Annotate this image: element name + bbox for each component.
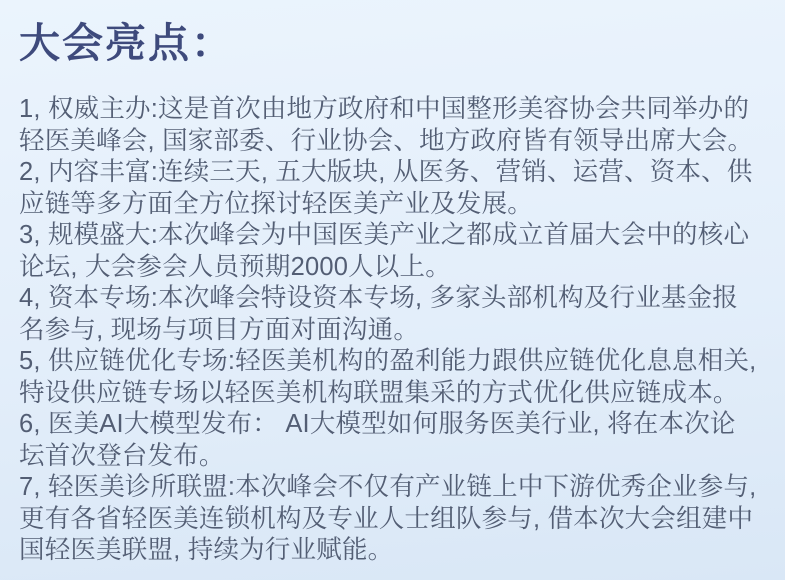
highlights-list xyxy=(19,94,761,567)
page-title: 大会亮点： xyxy=(19,20,234,66)
highlight-item-1: 1, 权威主办:这是首次由地方政府和中国整形美容协会共同举办的轻医美峰会, 国家部委、行业协会、地方政府皆有领导出席大会。 xyxy=(19,95,754,155)
highlight-item-5: 5, 供应链优化专场:轻医美机构的盈利能力跟供应链优化息息相关, 特设供应链专场以轻医美机构联盟集采的方式优化供应链成本。 xyxy=(19,347,757,407)
highlight-item-7: 7, 轻医美诊所联盟:本次峰会不仅有产业链上中下游优秀企业参与, 更有各省轻医美连锁机构及专业人士组队参与, 借本次大会组建中国轻医美联盟, 持续为行业赋能。 xyxy=(19,473,757,564)
highlight-item-4: 4, 资本专场:本次峰会特设资本专场, 多家头部机构及行业基金报名参与, 现场与项目方面对面沟通。 xyxy=(19,284,739,344)
highlight-item-6: 6, 医美AI大模型发布： AI大模型如何服务医美行业, 将在本次论坛首次登台发布。 xyxy=(19,410,736,470)
highlight-item-3: 3, 规模盛大:本次峰会为中国医美产业之都成立首届大会中的核心论坛, 大会参会人员预期2000人以上。 xyxy=(19,221,750,281)
highlight-item-2: 2, 内容丰富:连续三天, 五大版块, 从医务、营销、运营、资本、供应链等多方面全方位探讨轻医美产业及发展。 xyxy=(19,158,753,218)
